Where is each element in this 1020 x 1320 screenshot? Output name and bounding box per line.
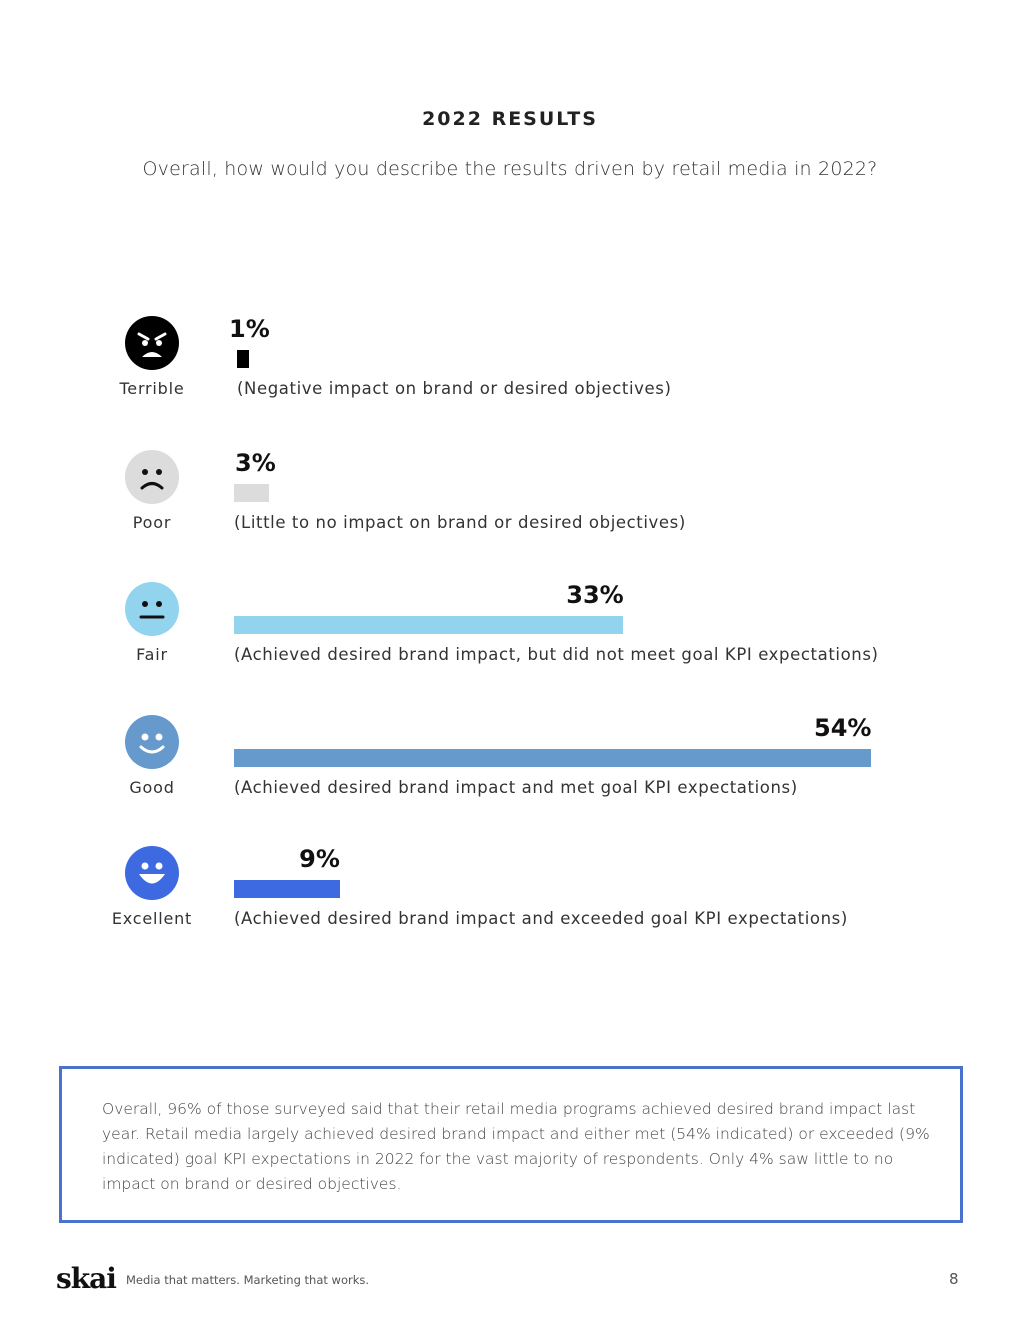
summary-box [59,1066,963,1223]
category-label-fair: Fair [136,645,168,664]
value-label-terrible: 1% [229,315,270,343]
value-label-fair: 33% [566,581,624,609]
bar-terrible [237,350,249,368]
page-title: 2022 RESULTS [422,108,598,130]
frown-face-icon [124,449,180,505]
grin-face-icon [124,845,180,901]
survey-question: Overall, how would you describe the results driven by retail media in 2022? [142,158,878,180]
skai-logo: skai [56,1262,116,1295]
category-label-terrible: Terrible [119,379,185,398]
bar-fair [234,616,623,634]
description-terrible: (Negative impact on brand or desired objectives) [237,379,672,398]
description-fair: (Achieved desired brand impact, but did not meet goal KPI expectations) [234,645,879,664]
description-poor: (Little to no impact on brand or desired objectives) [234,513,686,532]
smile-face-icon [124,714,180,770]
page-number: 8 [949,1270,959,1288]
value-label-poor: 3% [235,449,276,477]
summary-text: Overall, 96% of those surveyed said that their retail media programs achieved desired brand impact last year. Retail media largely achieved desired brand impact and either met (54% indicated) or exceeded (9% indicated) goal KPI expectations in 2022 for the vast majority of respondents. Only 4% saw little to no impact on brand or desired objectives. [102,1100,930,1193]
category-label-good: Good [129,778,175,797]
bar-poor [234,484,269,502]
value-label-good: 54% [814,714,872,742]
bar-good [234,749,871,767]
description-excellent: (Achieved desired brand impact and exceeded goal KPI expectations) [234,909,848,928]
angry-face-icon [124,315,180,371]
description-good: (Achieved desired brand impact and met goal KPI expectations) [234,778,798,797]
category-label-excellent: Excellent [111,909,193,928]
footer-tagline: Media that matters. Marketing that works. [126,1273,370,1287]
category-label-poor: Poor [132,513,172,532]
value-label-excellent: 9% [299,845,340,873]
neutral-face-icon [124,581,180,637]
bar-excellent [234,880,340,898]
